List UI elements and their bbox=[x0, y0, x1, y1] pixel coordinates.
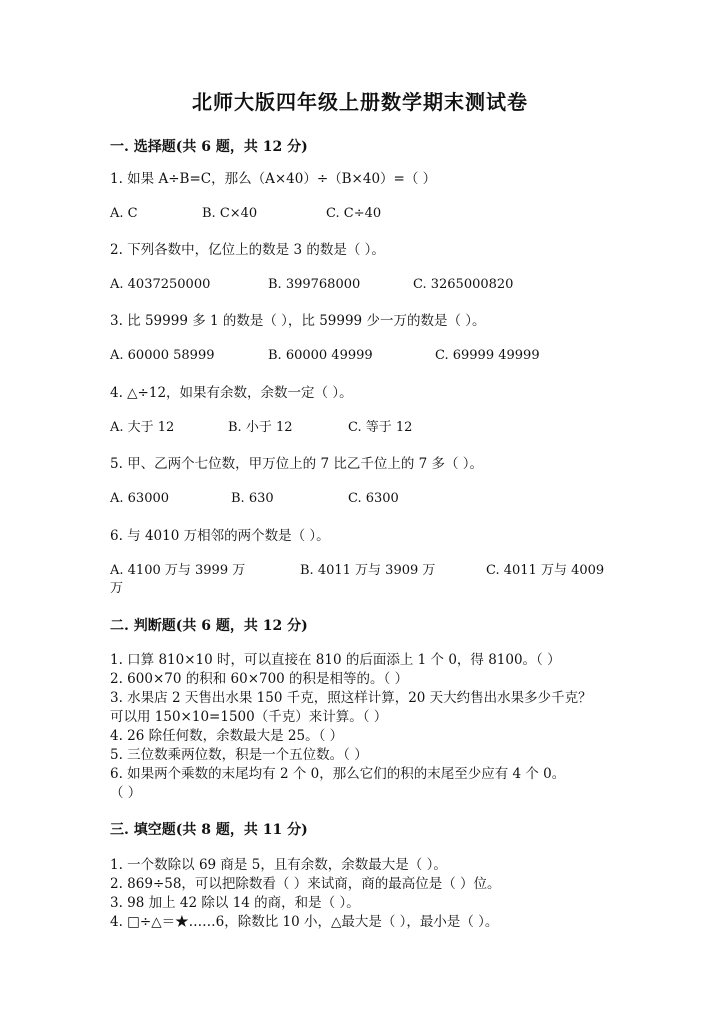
option-5c: C. 6300 bbox=[348, 491, 399, 506]
question-choice-4: 4. △÷12，如果有余数，余数一定（ ）。 bbox=[110, 385, 353, 401]
option-2a: A. 4037250000 bbox=[110, 277, 211, 292]
question-choice-3: 3. 比 59999 多 1 的数是（ ），比 59999 少一万的数是（ ）。 bbox=[110, 313, 486, 329]
judge-line-3-cont: 可以用 150×10=1500（千克）来计算。（ ） bbox=[110, 709, 388, 725]
section-heading-judge: 二. 判断题(共 6 题，共 12 分) bbox=[110, 618, 308, 634]
judge-line-3: 3. 水果店 2 天售出水果 150 千克，照这样计算，20 天大约售出水果多少千克？ bbox=[110, 690, 592, 706]
option-5b: B. 630 bbox=[231, 491, 274, 506]
question-choice-5: 5. 甲、乙两个七位数，甲万位上的 7 比乙千位上的 7 多（ ）。 bbox=[110, 456, 484, 472]
judge-line-6: 6. 如果两个乘数的末尾均有 2 个 0，那么它们的积的末尾至少应有 4 个 0。 bbox=[110, 766, 566, 782]
option-1a: A. C bbox=[110, 206, 138, 221]
option-6c: C. 4011 万与 4009 bbox=[486, 563, 605, 578]
option-5a: A. 63000 bbox=[110, 491, 170, 506]
judge-line-2: 2. 600×70 的积和 60×700 的积是相等的。（ ） bbox=[110, 671, 409, 687]
page-title: 北师大版四年级上册数学期末测试卷 bbox=[192, 90, 528, 114]
judge-line-4: 4. 26 除任何数，余数最大是 25。（ ） bbox=[110, 728, 344, 744]
question-choice-6: 6. 与 4010 万相邻的两个数是（ ）。 bbox=[110, 528, 330, 544]
option-3c: C. 69999 49999 bbox=[435, 348, 540, 363]
option-4c: C. 等于 12 bbox=[348, 420, 413, 435]
section-heading-fill: 三. 填空题(共 8 题，共 11 分) bbox=[110, 822, 308, 838]
question-choice-1: 1. 如果 A÷B=C，那么（A×40）÷（B×40）=（ ） bbox=[110, 171, 437, 187]
fill-line-2: 2. 869÷58，可以把除数看（ ）来试商，商的最高位是（ ）位。 bbox=[110, 876, 501, 892]
option-4b: B. 小于 12 bbox=[228, 420, 293, 435]
option-2b: B. 399768000 bbox=[268, 277, 361, 292]
question-choice-2: 2. 下列各数中，亿位上的数是 3 的数是（ ）。 bbox=[110, 242, 385, 258]
judge-line-1: 1. 口算 810×10 时，可以直接在 810 的后面添上 1 个 0，得 8100。（ ） bbox=[110, 652, 561, 668]
option-6a: A. 4100 万与 3999 万 bbox=[110, 563, 246, 578]
option-3a: A. 60000 58999 bbox=[110, 348, 215, 363]
fill-line-3: 3. 98 加上 42 除以 14 的商，和是（ ）。 bbox=[110, 895, 360, 911]
option-6b: B. 4011 万与 3909 万 bbox=[300, 563, 436, 578]
option-6c-wrap: 万 bbox=[110, 581, 124, 596]
judge-line-6-cont: （ ） bbox=[110, 785, 142, 801]
option-4a: A. 大于 12 bbox=[110, 420, 175, 435]
fill-line-4: 4. □÷△＝★……6，除数比 10 小，△最大是（ ），最小是（ ）。 bbox=[110, 914, 499, 930]
section-heading-choice: 一. 选择题(共 6 题，共 12 分) bbox=[110, 139, 308, 155]
option-3b: B. 60000 49999 bbox=[268, 348, 373, 363]
judge-line-5: 5. 三位数乘两位数，积是一个五位数。（ ） bbox=[110, 747, 368, 763]
option-1c: C. C÷40 bbox=[326, 206, 382, 221]
option-1b: B. C×40 bbox=[202, 206, 258, 221]
fill-line-1: 1. 一个数除以 69 商是 5，且有余数，余数最大是（ ）。 bbox=[110, 857, 447, 873]
option-2c: C. 3265000820 bbox=[413, 277, 514, 292]
